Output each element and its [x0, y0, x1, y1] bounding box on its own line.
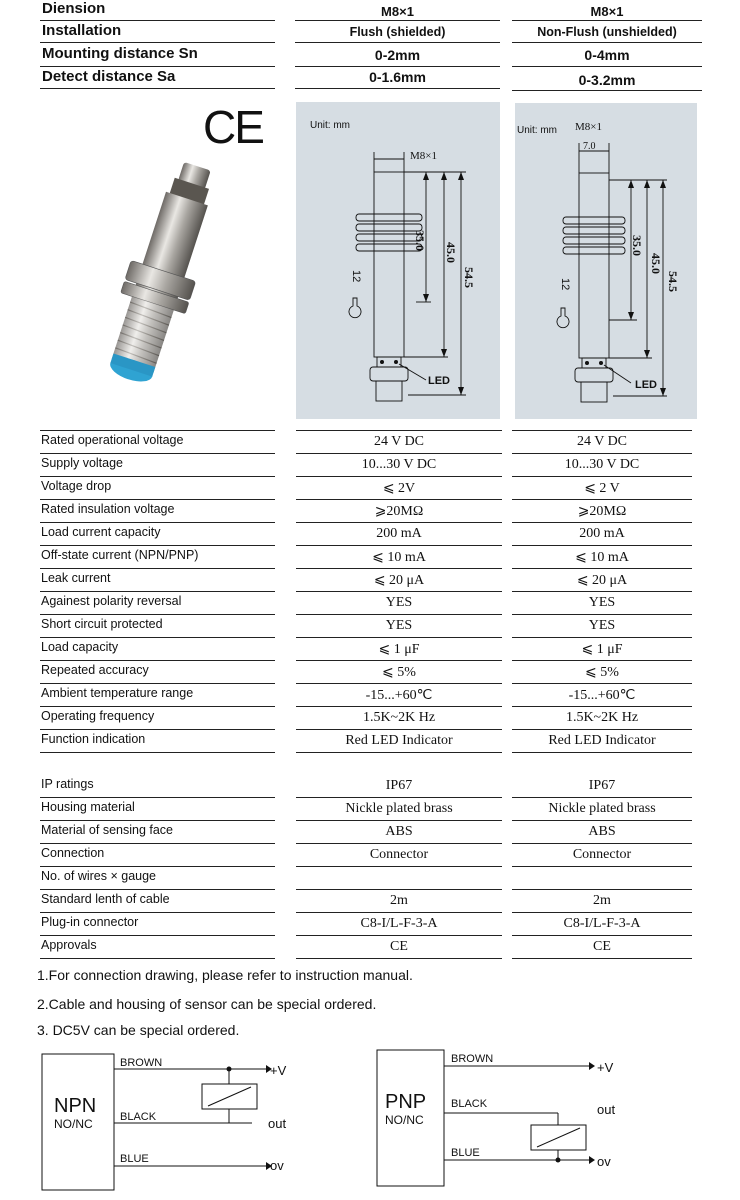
row-divider [512, 453, 692, 454]
row-divider [512, 889, 692, 890]
row-divider [296, 752, 502, 753]
row-divider [512, 912, 692, 913]
row-divider [296, 866, 502, 867]
row-divider [512, 729, 692, 730]
spec-value-nonflush: 1.5K~2K Hz [565, 710, 639, 725]
row-divider [40, 729, 275, 730]
spec-value-flush: ⩽ 2V [382, 481, 416, 496]
row-divider [296, 683, 502, 684]
pnp-wiring-diagram [375, 1045, 645, 1195]
npn-ov: ov [270, 1158, 284, 1173]
pnp-blue-wire: BLUE [451, 1147, 480, 1159]
row-divider [512, 545, 692, 546]
spec-value-nonflush: -15...+60℃ [568, 688, 636, 703]
row-divider [512, 797, 692, 798]
spec-value-nonflush: YES [588, 595, 616, 610]
header-label-detect-distance: Detect distance Sa [42, 68, 176, 85]
spec-label: Leak current [41, 571, 111, 585]
row-divider [40, 889, 275, 890]
header-value-nonflush-detect: 0-3.2mm [578, 72, 636, 88]
dimension-drawing-nonflush [515, 103, 697, 419]
row-divider [296, 522, 502, 523]
dimension-drawing-flush [296, 102, 500, 419]
spec-label: Supply voltage [41, 456, 124, 470]
spec-value-nonflush: C8-I/L-F-3-A [563, 916, 641, 931]
spec-value-nonflush: Nickle plated brass [548, 801, 656, 816]
row-divider [512, 614, 692, 615]
sensor-photo [70, 150, 250, 400]
header-value-flush-installation: Flush (shielded) [349, 25, 446, 39]
row-divider [512, 820, 692, 821]
row-divider [40, 843, 275, 844]
spec-value-flush: YES [385, 595, 413, 610]
pnp-brown-wire: BROWN [451, 1053, 494, 1065]
header-value-nonflush-installation: Non-Flush (unshielded) [537, 25, 677, 39]
row-divider [40, 660, 275, 661]
spec-label: Operating frequency [41, 709, 155, 723]
pnp-mode-label: NO/NC [385, 1113, 424, 1127]
spec-label: Housing material [41, 800, 135, 814]
row-divider [512, 958, 692, 959]
row-divider [512, 568, 692, 569]
spec-label: Rated operational voltage [41, 433, 184, 447]
row-divider [512, 660, 692, 661]
row-divider [40, 912, 275, 913]
row-divider [40, 706, 275, 707]
spec-value-nonflush: ⩽ 20 μA [576, 573, 628, 588]
spec-label: Short circuit protected [41, 617, 163, 631]
row-divider [296, 797, 502, 798]
spec-value-nonflush: ⩽ 10 mA [575, 550, 629, 565]
row-divider [296, 706, 502, 707]
spec-label: Function indication [41, 732, 146, 746]
spec-value-flush: 1.5K~2K Hz [362, 710, 436, 725]
row-divider [512, 935, 692, 936]
note-3: 3. DC5V can be special ordered. [37, 1022, 240, 1038]
row-divider [512, 866, 692, 867]
spec-label: No. of wires × gauge [41, 869, 156, 883]
row-divider [512, 522, 692, 523]
spec-value-flush: 200 mA [376, 526, 422, 541]
row-divider [512, 843, 692, 844]
table-top-border [296, 430, 502, 431]
row-divider [296, 476, 502, 477]
row-divider [512, 752, 692, 753]
spec-value-flush: ABS [385, 824, 413, 839]
pnp-black-wire: BLACK [451, 1098, 488, 1110]
header-value-nonflush-mounting: 0-4mm [584, 47, 630, 63]
row-divider [40, 935, 275, 936]
row-divider [40, 499, 275, 500]
npn-plus-v: +V [270, 1063, 287, 1078]
note-1: 1.For connection drawing, please refer to instruction manual. [37, 967, 413, 983]
spec-value-flush: Connector [369, 847, 429, 862]
spec-label: Voltage drop [41, 479, 112, 493]
table-top-border [512, 430, 692, 431]
spec-value-nonflush: 2m [593, 893, 611, 908]
row-divider [296, 958, 502, 959]
spec-value-nonflush: 24 V DC [576, 434, 628, 449]
row-divider [296, 591, 502, 592]
row-divider [512, 591, 692, 592]
npn-out: out [268, 1116, 287, 1131]
header-label-mounting-distance: Mounting distance Sn [42, 45, 198, 62]
row-divider [40, 797, 275, 798]
dim-54-5: 54.5 [462, 267, 476, 288]
spec-value-flush: Nickle plated brass [345, 801, 453, 816]
row-divider [512, 499, 692, 500]
row-divider [40, 614, 275, 615]
header-value-flush-detect: 0-1.6mm [369, 69, 426, 85]
row-divider [296, 935, 502, 936]
spec-value-nonflush: YES [588, 618, 616, 633]
spec-label: Material of sensing face [41, 823, 174, 837]
spec-label: Repeated accuracy [41, 663, 149, 677]
row-divider [40, 752, 275, 753]
row-divider [296, 614, 502, 615]
row-divider [40, 591, 275, 592]
spec-value-nonflush: 200 mA [579, 526, 625, 541]
row-divider [296, 545, 502, 546]
ce-mark: CE [203, 101, 263, 153]
spec-label: IP ratings [41, 777, 94, 791]
row-divider [512, 683, 692, 684]
row-divider [296, 729, 502, 730]
spec-value-flush: CE [390, 939, 408, 954]
spec-label: Approvals [41, 938, 97, 952]
spec-value-nonflush: 10...30 V DC [564, 457, 640, 472]
spec-value-flush: 10...30 V DC [361, 457, 437, 472]
spec-label: Againest polarity reversal [41, 594, 182, 608]
spec-value-flush: YES [385, 618, 413, 633]
spec-value-flush: ⩽ 20 μA [373, 573, 425, 588]
thread-label: M8×1 [575, 121, 602, 133]
spec-value-nonflush: ⩽ 2 V [584, 481, 620, 496]
header-label-installation: Installation [42, 22, 122, 39]
header-value-flush-mounting: 0-2mm [374, 47, 421, 63]
pnp-type-label: PNP [385, 1091, 427, 1113]
spec-label: Load capacity [41, 640, 119, 654]
spec-value-flush: C8-I/L-F-3-A [360, 916, 438, 931]
unit-label: Unit: mm [310, 120, 350, 131]
table-top-border [40, 430, 275, 431]
row-divider [40, 476, 275, 477]
spec-value-nonflush: ⩽ 1 μF [581, 642, 623, 657]
spec-label: Ambient temperature range [41, 686, 194, 700]
row-divider [40, 522, 275, 523]
row-divider [40, 568, 275, 569]
spec-value-flush: 24 V DC [373, 434, 425, 449]
spec-value-nonflush: CE [593, 939, 611, 954]
spec-value-nonflush: ABS [588, 824, 616, 839]
led-label: LED [428, 375, 450, 387]
row-divider [40, 958, 275, 959]
row-divider [40, 453, 275, 454]
row-divider [40, 683, 275, 684]
spec-value-flush: -15...+60℃ [365, 688, 433, 703]
row-divider [40, 866, 275, 867]
spec-value-flush: ⩽ 5% [382, 665, 416, 680]
row-divider [40, 820, 275, 821]
spec-value-flush: 2m [390, 893, 408, 908]
spec-value-nonflush: ⩽ 5% [585, 665, 619, 680]
dim-12: 12 [559, 278, 571, 291]
dim-35: 35.0 [413, 230, 427, 251]
spec-value-flush: ⩾20MΩ [374, 504, 424, 519]
dim-35: 35.0 [630, 235, 644, 256]
row-divider [296, 499, 502, 500]
row-divider [296, 660, 502, 661]
row-divider [512, 706, 692, 707]
spec-value-flush: ⩽ 10 mA [372, 550, 426, 565]
pnp-plus-v: +V [597, 1060, 614, 1075]
note-2: 2.Cable and housing of sensor can be special ordered. [37, 996, 377, 1012]
unit-label: Unit: mm [517, 125, 557, 136]
dim-45: 45.0 [444, 242, 458, 263]
row-divider [296, 637, 502, 638]
header-label-dimension: Diension [42, 0, 106, 17]
spec-label: Standard lenth of cable [41, 892, 170, 906]
row-divider [512, 637, 692, 638]
spec-value-nonflush: ⩾20MΩ [577, 504, 627, 519]
header-value-nonflush-dimension: M8×1 [590, 4, 624, 19]
row-divider [296, 843, 502, 844]
spec-value-nonflush: Connector [572, 847, 632, 862]
row-divider [296, 889, 502, 890]
spec-label: Load current capacity [41, 525, 161, 539]
pnp-ov: ov [597, 1154, 611, 1169]
pnp-out: out [597, 1102, 616, 1117]
spec-label: Off-state current (NPN/PNP) [41, 548, 199, 562]
row-divider [512, 476, 692, 477]
npn-blue-wire: BLUE [120, 1153, 149, 1165]
spec-label: Rated insulation voltage [41, 502, 175, 516]
npn-wiring-diagram [40, 1050, 320, 1195]
row-divider [40, 545, 275, 546]
row-divider [296, 453, 502, 454]
dim-45: 45.0 [649, 253, 663, 274]
npn-mode-label: NO/NC [54, 1117, 93, 1131]
header-value-flush-dimension: M8×1 [381, 4, 414, 19]
row-divider [40, 637, 275, 638]
spec-value-flush: ⩽ 1 μF [378, 642, 420, 657]
npn-type-label: NPN [54, 1095, 97, 1117]
dim-54-5: 54.5 [666, 271, 680, 292]
row-divider [296, 820, 502, 821]
dim-12: 12 [350, 270, 362, 283]
thread-label: M8×1 [410, 150, 437, 162]
dim-7: 7.0 [583, 141, 596, 152]
spec-label: Connection [41, 846, 105, 860]
spec-value-flush: IP67 [385, 778, 413, 793]
spec-value-nonflush: IP67 [588, 778, 616, 793]
spec-value-flush: Red LED Indicator [345, 733, 453, 748]
spec-label: Plug-in connector [41, 915, 139, 929]
spec-value-nonflush: Red LED Indicator [548, 733, 656, 748]
row-divider [296, 912, 502, 913]
npn-black-wire: BLACK [120, 1111, 157, 1123]
led-label: LED [635, 379, 657, 391]
row-divider [296, 568, 502, 569]
npn-brown-wire: BROWN [120, 1057, 163, 1069]
